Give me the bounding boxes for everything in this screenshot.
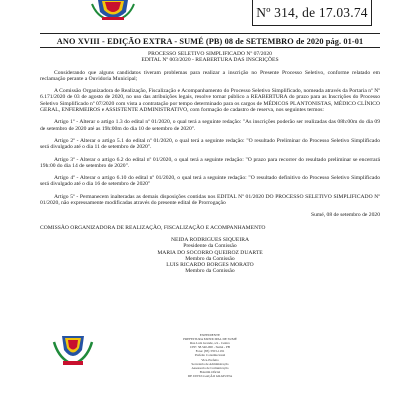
footer-expediente: [150, 333, 270, 378]
document-body: [40, 51, 380, 275]
signer-name: MARIA DO SOCORRO QUEIROZ DUARTE: [157, 249, 263, 256]
footer-line: Fone: (83) 3353-1191: [195, 349, 225, 354]
footer-line: Vice-Prefeito: [201, 357, 219, 362]
footer-line: PREFEITURA MUNICIPAL DE SUMÉ: [183, 337, 237, 342]
paragraph-article-4: Artigo 4º - Alterar o artigo 6.10 do edital nº 01/2020, o qual terá a seguinte redação: "O resultado definitivo do Processo Seletivo Simplificado será divulgado até o dia 16 de setembro de 2020": [40, 175, 380, 188]
signers-block: [40, 237, 380, 275]
paragraph-article-2: Artigo 2º - Alterar o artigo 5.1 do edital nº 01/2020, o qual terá a seguinte redação: "O resultado Preliminar do Processo Seletivo Simplificado será divulgado até o dia 11 de setembro de 2020".: [40, 137, 380, 151]
edital-title: EDITAL Nº 003/2020 - REABERTURA DAS INSCRIÇÕES: [141, 57, 279, 64]
signer-role: Membro da Comissão: [185, 268, 235, 275]
commission-name: COMISSÃO ORGANIZADORA DE REALIZAÇÃO, FISCALIZAÇÃO E ACOMPANHAMENTO: [40, 224, 266, 231]
footer-line: Boletim Oficial: [199, 369, 221, 374]
municipal-coat-of-arms-icon: [52, 334, 94, 368]
signer-name: LUIS RICARDO BORGES MORATO: [166, 262, 254, 269]
footer-line: Rua Luiz Grande, s/n - Centro: [190, 341, 230, 346]
footer-line: Prefeito Constitucional: [194, 353, 226, 358]
paragraph-article-3: Artigo 3º - Alterar o artigo 6.2 do edital nº 01/2020, o qual terá a seguinte redação: "O prazo para recorrer do resultado preliminar se encerrará 19h:00 do dia 14 de setembro de 2020".: [40, 156, 380, 169]
footer-line: CEP: 58.540-000 - Sumé - PB: [190, 345, 230, 350]
footer-line: Secretaria de Administração: [191, 361, 229, 366]
signer-role: Presidente da Comissão: [183, 243, 237, 250]
paragraph-article-1: Artigo 1º - Alterar o artigo 1.3 do edital nº 01/2020, o qual terá a seguinte redação: "As inscrições poderão ser realizadas das 08h:00m do dia 09 de setembro de 2020 até as 19h:00m do dia 10 de setembro de 2020".: [40, 119, 380, 132]
signer-name: NEIDA RODRIGUES SIQUEIRA: [170, 236, 249, 243]
signer-role: Membro da Comissão: [185, 255, 235, 262]
footer-line: DE DIVULGAÇÃO GRATUITA: [187, 373, 233, 378]
paragraph-commission: A Comissão Organizadora de Realização, Fiscalização e Acompanhamento do Processo Seletivo Simplificado, nomeada através da Portaria nº Nº 6.171/2020 de 03 de agosto de 2020, no uso das atribuições legais, resolve tornar público a REABERTURA do prazo para as Inscrições do Processo Seletivo Simplificado nº 07/2020 com vista a contratação por tempo determinado para os cargos de MÉDICOS PLANTONISTAS, MÉDICO CLÍNICO GERAL, ENFERMEIROS e ASSISTENTE ADMINISTRATIVO, com formação de cadastro de reserva, nos seguintes termos:: [40, 88, 380, 114]
header-rule-top: [40, 33, 380, 34]
date-line: Sumé, 08 de setembro de 2020: [311, 212, 380, 219]
edition-line: ANO XVIII - EDIÇÃO EXTRA - SUMÉ (PB) 08 de SETEMBRO de 2020 pág. 01-01: [56, 37, 364, 46]
law-number-box: Nº 314, de 17.03.74: [252, 0, 372, 26]
paragraph-article-5: Artigo 5º - Permanecem inalteradas as demais disposições contidas nos EDITAL Nº 01/2020 DO PROCESSO SELETIVO SIMPLIFICADO Nº 01/2020, não expressamente modificadas através do presente edital de Prorrogação: [40, 193, 380, 207]
municipal-coat-of-arms-icon: [90, 0, 136, 22]
footer-line: Assessoria de Comunicação: [191, 365, 229, 370]
footer-line: EXPEDIENTE: [199, 333, 221, 337]
process-title: PROCESSO SELETIVO SIMPLIFICADO Nº 07/2020: [148, 51, 272, 57]
header-rule-bottom: [40, 47, 380, 48]
paragraph-considering: Considerando que alguns candidatos tiveram problemas para realizar a inscrição no Presente Processo Seletivo, conforme relatado em reclamação perante a Ouvidoria Municipal;: [40, 69, 380, 82]
